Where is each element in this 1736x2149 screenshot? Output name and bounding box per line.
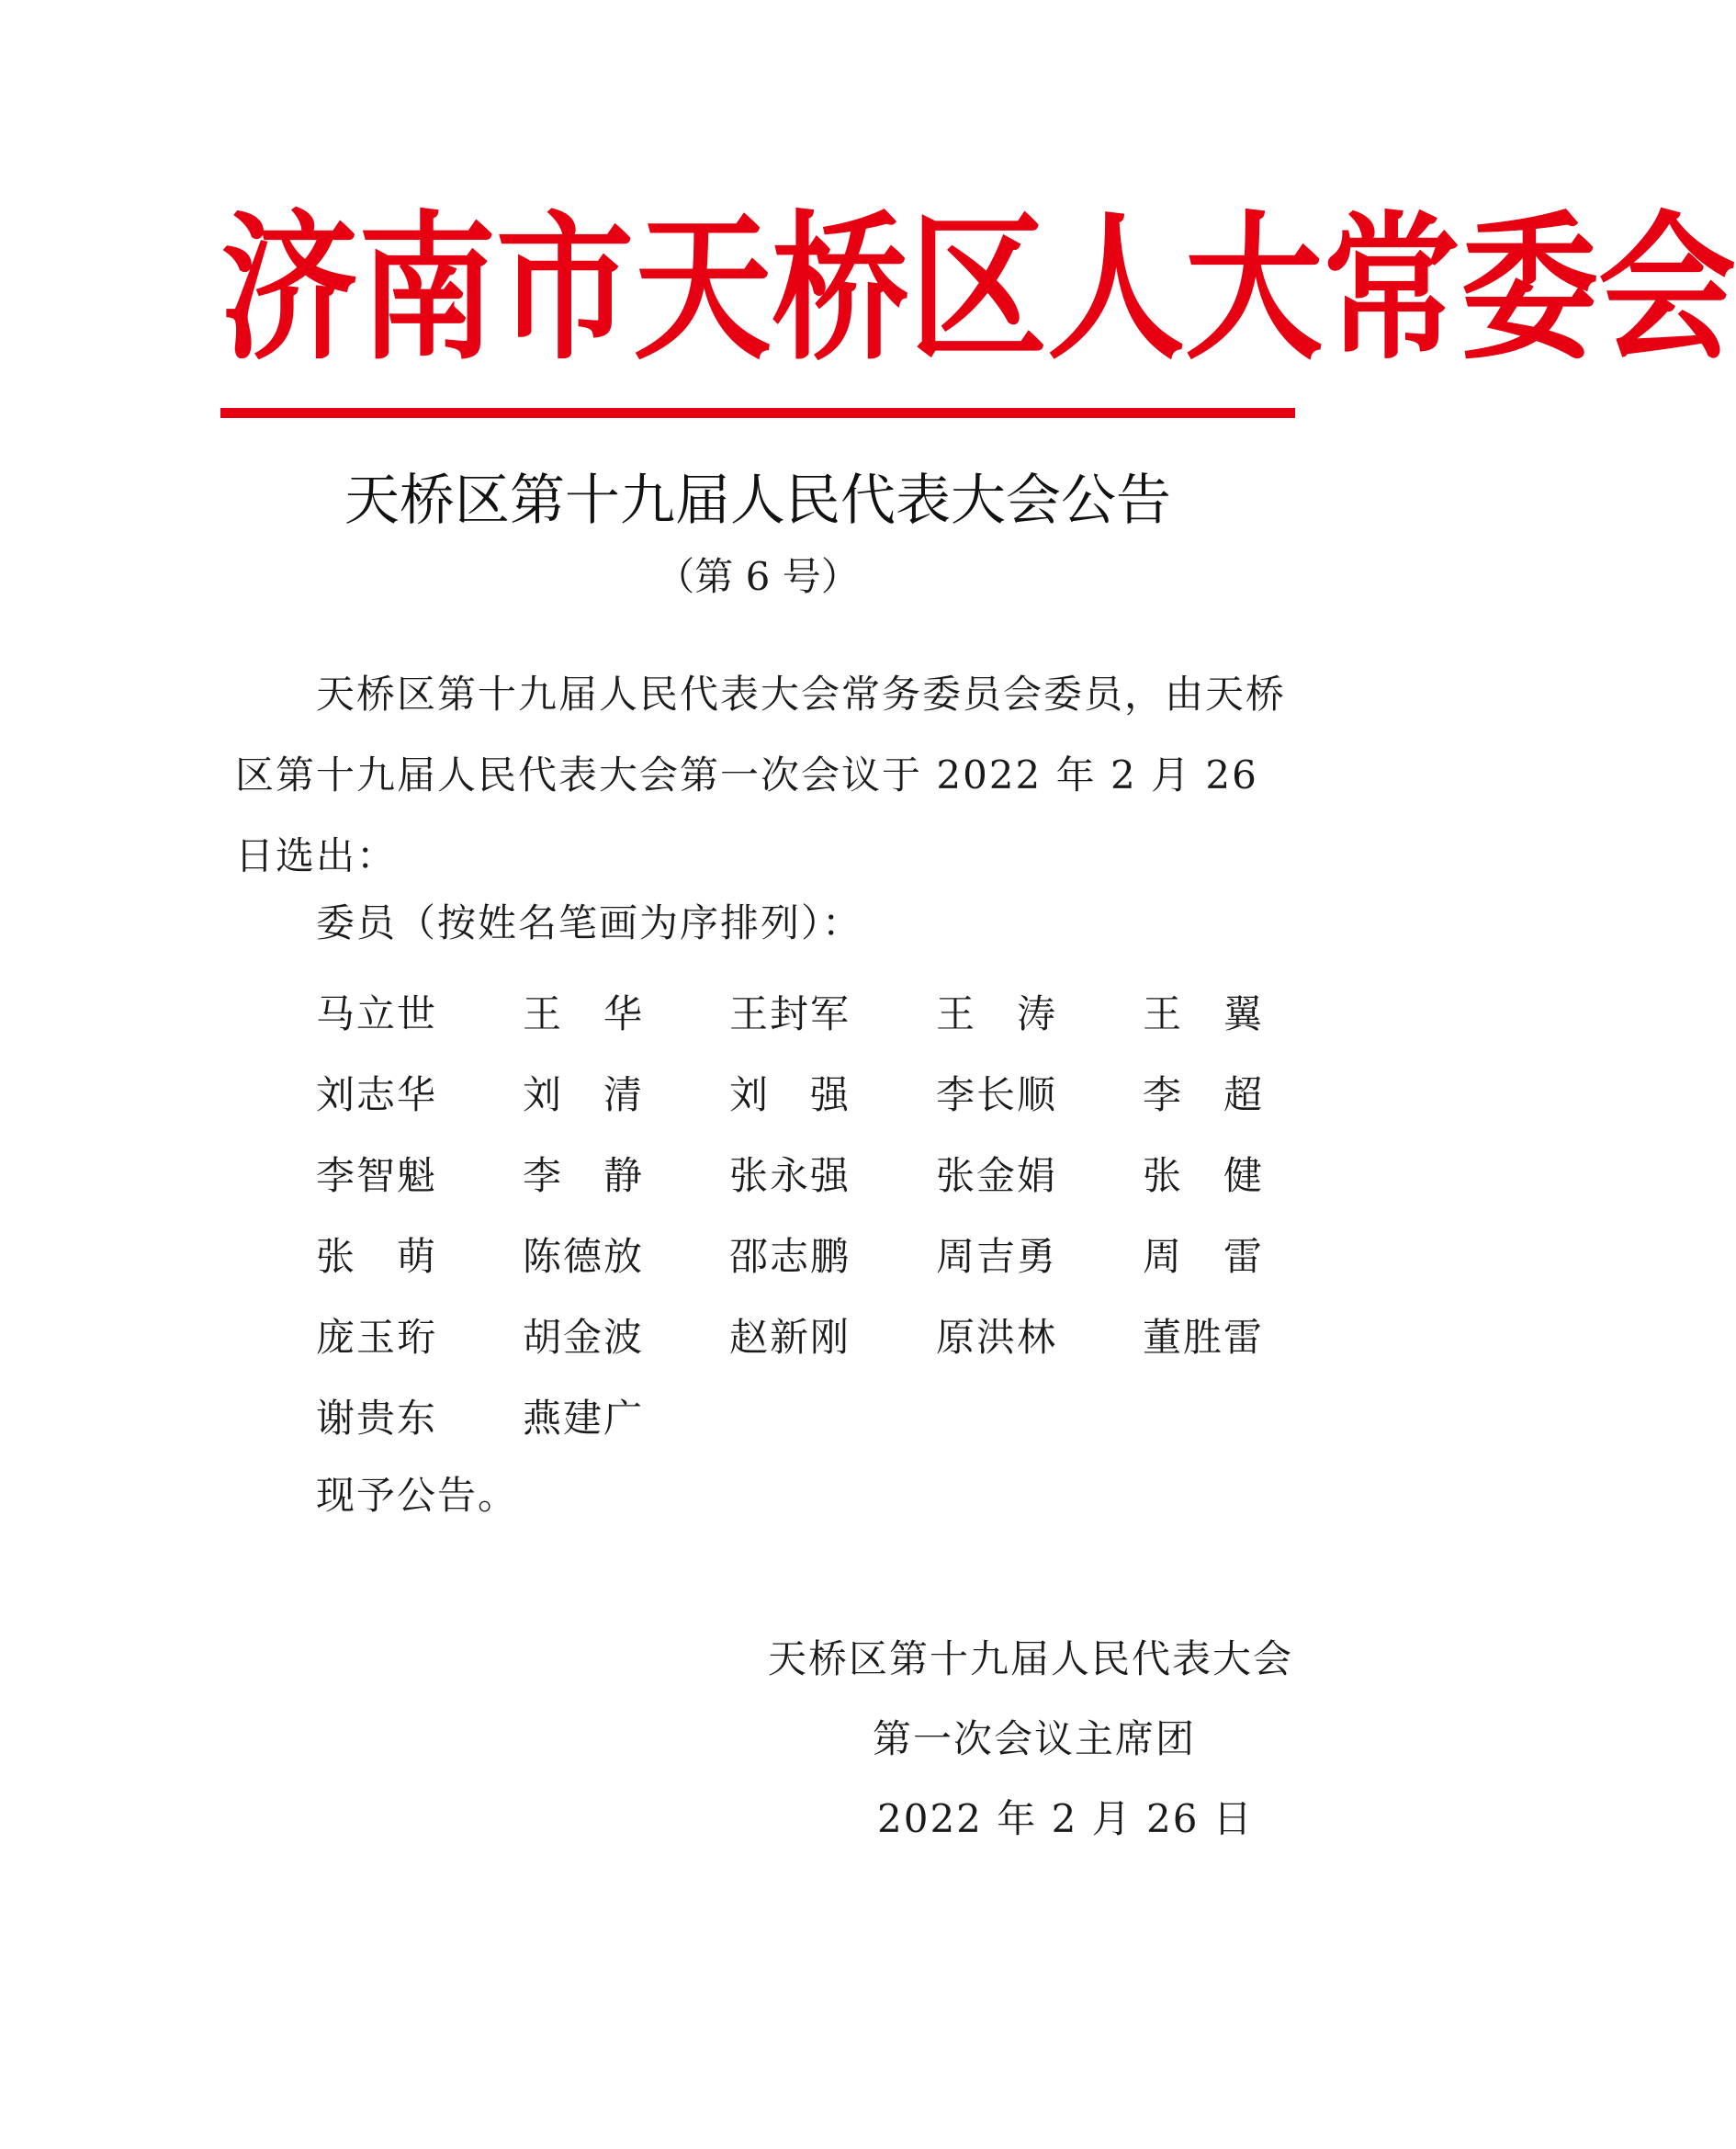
member-name: 王封军 — [729, 991, 851, 1036]
member-name: 李长顺 — [936, 1072, 1058, 1117]
member-name: 张永强 — [729, 1153, 851, 1198]
member-name: 胡金波 — [523, 1315, 645, 1360]
member-name: 陈德放 — [523, 1234, 645, 1279]
member-name: 刘 清 — [523, 1072, 645, 1117]
member-name: 庞玉珩 — [316, 1315, 438, 1360]
member-name: 李 静 — [523, 1153, 645, 1198]
body-paragraph: 天桥区第十九届人民代表大会常务委员会委员，由天桥区第十九届人民代表大会第一次会议于 2022 年 2 月 26 日选出： — [235, 672, 1287, 878]
masthead-divider — [220, 408, 1295, 418]
member-list — [316, 974, 1308, 1459]
member-name: 赵新刚 — [729, 1315, 851, 1360]
member-name: 李智魁 — [316, 1153, 438, 1198]
member-name: 刘志华 — [316, 1072, 438, 1117]
member-name: 周 雷 — [1143, 1234, 1265, 1279]
member-name: 原洪林 — [936, 1315, 1058, 1360]
member-name: 刘 强 — [729, 1072, 851, 1117]
member-name: 王 华 — [523, 991, 645, 1036]
member-name: 马立世 — [316, 991, 438, 1036]
member-name: 谢贵东 — [316, 1396, 438, 1441]
member-name: 周吉勇 — [936, 1234, 1058, 1279]
signature-body: 第一次会议主席团 — [873, 1716, 1197, 1761]
member-name: 李 超 — [1143, 1072, 1265, 1117]
signature-date: 2022 年 2 月 26 日 — [877, 1796, 1254, 1841]
signature-organization: 天桥区第十九届人民代表大会 — [768, 1636, 1294, 1681]
document-number: （第 6 号） — [656, 554, 860, 599]
document-title: 天桥区第十九届人民代表大会公告 — [344, 469, 1171, 533]
member-name: 燕建广 — [523, 1396, 645, 1441]
member-list-intro: 委员（按姓名笔画为序排列）： — [316, 900, 863, 945]
masthead-title: 济南市天桥区人大常委会 — [220, 196, 1736, 382]
member-name: 张 健 — [1143, 1153, 1265, 1198]
closing-statement: 现予公告。 — [316, 1473, 519, 1518]
member-name: 董胜雷 — [1143, 1315, 1265, 1360]
member-name: 邵志鹏 — [729, 1234, 851, 1279]
member-name: 张金娟 — [936, 1153, 1058, 1198]
member-name: 王 涛 — [936, 991, 1058, 1036]
member-name: 张 萌 — [316, 1234, 438, 1279]
member-name: 王 翼 — [1143, 991, 1265, 1036]
